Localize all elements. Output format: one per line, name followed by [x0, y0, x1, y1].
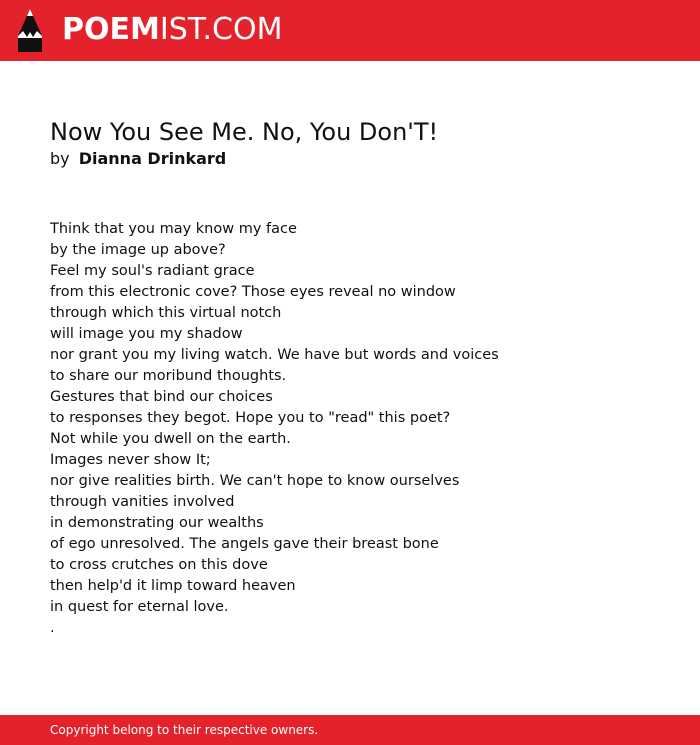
- poem-line: Gestures that bind our choices: [50, 389, 273, 405]
- site-header: [0, 0, 700, 61]
- byline: [50, 148, 226, 170]
- site-logo[interactable]: [62, 11, 282, 49]
- pencil-icon[interactable]: [17, 8, 43, 52]
- poem-line: Think that you may know my face: [50, 221, 297, 237]
- poem-line: to cross crutches on this dove: [50, 557, 268, 573]
- author-name[interactable]: Dianna Drinkard: [78, 149, 227, 168]
- poem-line: through which this virtual notch: [50, 305, 282, 321]
- poem-line: then help'd it limp toward heaven: [50, 578, 296, 594]
- poem-line: .: [50, 620, 55, 636]
- logo-bold-text: POEM: [62, 12, 160, 47]
- poem-line: to responses they begot. Hope you to "read" this poet?: [50, 410, 451, 426]
- poem-line: through vanities involved: [50, 494, 235, 510]
- poem-line: Not while you dwell on the earth.: [50, 431, 291, 447]
- site-footer: [0, 715, 700, 745]
- poem-line: will image you my shadow: [50, 326, 243, 342]
- poem-line: from this electronic cove? Those eyes reveal no window: [50, 284, 456, 300]
- poem-line: by the image up above?: [50, 242, 226, 258]
- poem-line: nor give realities birth. We can't hope to know ourselves: [50, 473, 460, 489]
- poem-line: in quest for eternal love.: [50, 599, 229, 615]
- logo-light-text: IST.COM: [159, 12, 283, 47]
- poem-line: Feel my soul's radiant grace: [50, 263, 255, 279]
- poem-line: in demonstrating our wealths: [50, 515, 264, 531]
- poem-line: Images never show It;: [50, 452, 211, 468]
- poem-title: Now You See Me. No, You Don'T!: [50, 118, 439, 146]
- poem-line: of ego unresolved. The angels gave their breast bone: [50, 536, 439, 552]
- poem-line: nor grant you my living watch. We have but words and voices: [50, 347, 499, 363]
- poem-body: [50, 219, 650, 639]
- poem-line: to share our moribund thoughts.: [50, 368, 287, 384]
- copyright-text: Copyright belong to their respective owners.: [50, 723, 319, 737]
- by-label: by: [50, 149, 70, 168]
